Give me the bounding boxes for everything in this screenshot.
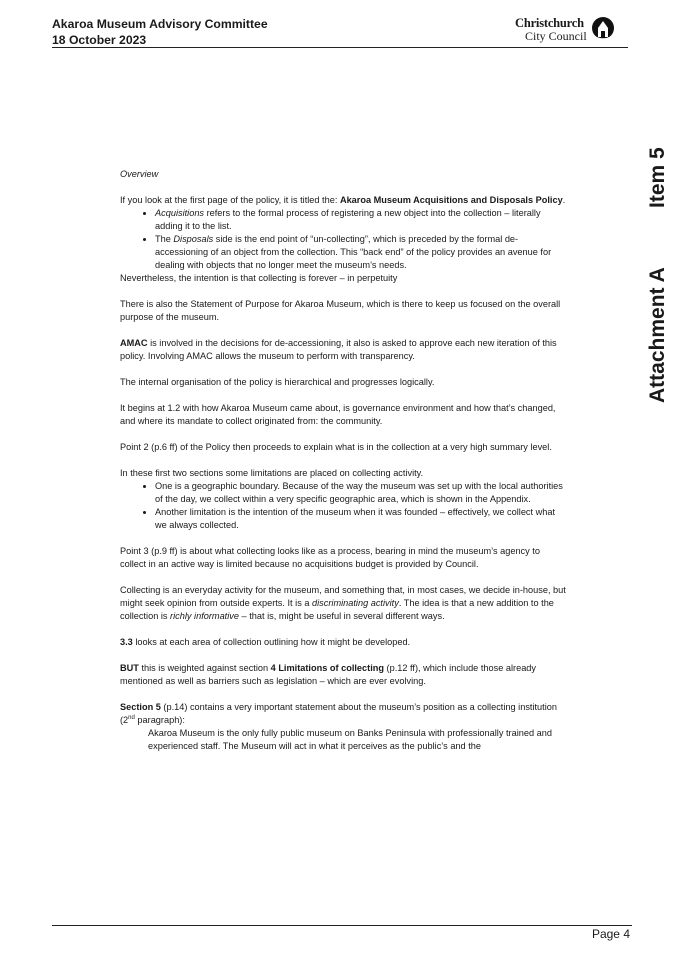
overview-heading: Overview [120, 169, 159, 179]
document-header [52, 17, 268, 48]
paragraph: BUT this is weighted against section 4 Limitations of collecting (p.12 ff), which include those already mentioned as well as barriers such as legislation – which are ever evolving. [120, 663, 537, 686]
logo-sub: City Council [525, 29, 587, 43]
paragraph: Point 3 (p.9 ff) is about what collecting looks like as a process, bearing in mind the museum’s agency to collect in an active way is limited because no acquisitions budget is provided by Council. [120, 546, 540, 569]
page-number: Page 4 [591, 927, 630, 941]
list-item: • Another limitation is the intention of the museum when it was founded – effectively, we collect what we always collected. [155, 506, 566, 532]
bullet-list [120, 480, 566, 532]
paragraph: Point 2 (p.6 ff) of the Policy then proceeds to explain what is in the collection at a very high summary level. [120, 442, 552, 452]
document-body [120, 168, 566, 753]
quoted-text: Akaroa Museum is the only fully public museum on Banks Peninsula with professionally trained and experienced staff. The Museum will act in what it perceives as the public’s and the [148, 728, 552, 751]
logo-name: Christchurch [515, 16, 584, 30]
attachment-label: Attachment A [646, 267, 669, 403]
list-item: • Acquisitions refers to the formal process of registering a new object into the collection – literally adding it to the list. [155, 207, 566, 233]
committee-name: Akaroa Museum Advisory Committee [52, 17, 268, 31]
paragraph: AMAC is involved in the decisions for de-accessioning, it also is asked to approve each new iteration of this policy. Involving AMAC allows the museum to perform with transparency. [120, 338, 557, 361]
header-rule [52, 47, 628, 48]
list-item: • The Disposals side is the end point of “un-collecting”, which is preceded by the formal de-accessioning of an object from the collection. This “back end” of the policy provides an avenue for dealing with objects that no longer meet the museum’s needs. [155, 233, 566, 272]
paragraph: Section 5 (p.14) contains a very important statement about the museum’s position as a collecting institution (2nd paragraph): [120, 702, 557, 725]
side-labels [640, 118, 675, 418]
list-item: • One is a geographic boundary. Because of the way the museum was set up with the local authorities of the day, we collect within a very specific geographic area, which is shown in the Appendix. [155, 480, 566, 506]
paragraph: It begins at 1.2 with how Akaroa Museum came about, is governance environment and how that’s changed, and where its mandate to collect originated from: the community. [120, 403, 556, 426]
cathedral-logo-icon [591, 16, 615, 42]
paragraph: 3.3 looks at each area of collection outlining how it might be developed. [120, 637, 411, 647]
paragraph: Collecting is an everyday activity for the museum, and something that, in most cases, we decide in-house, but might seek opinion from outside experts. It is a discriminating activity. The idea is that a new addition to the collection is richly informative – that is, might be useful in several different ways. [120, 585, 566, 621]
meeting-date: 18 October 2023 [52, 32, 147, 47]
council-logo [512, 16, 624, 44]
paragraph: If you look at the first page of the policy, it is titled the: Akaroa Museum Acquisitions and Disposals Policy. [120, 195, 566, 205]
paragraph: The internal organisation of the policy is hierarchical and progresses logically. [120, 377, 435, 387]
paragraph: There is also the Statement of Purpose for Akaroa Museum, which is there to keep us focused on the overall purpose of the museum. [120, 299, 561, 322]
paragraph: In these first two sections some limitations are placed on collecting activity. [120, 468, 424, 478]
bullet-list [120, 207, 566, 272]
item-label: Item 5 [646, 147, 669, 208]
paragraph: Nevertheless, the intention is that collecting is forever – in perpetuity [120, 273, 398, 283]
footer-rule [52, 925, 632, 926]
